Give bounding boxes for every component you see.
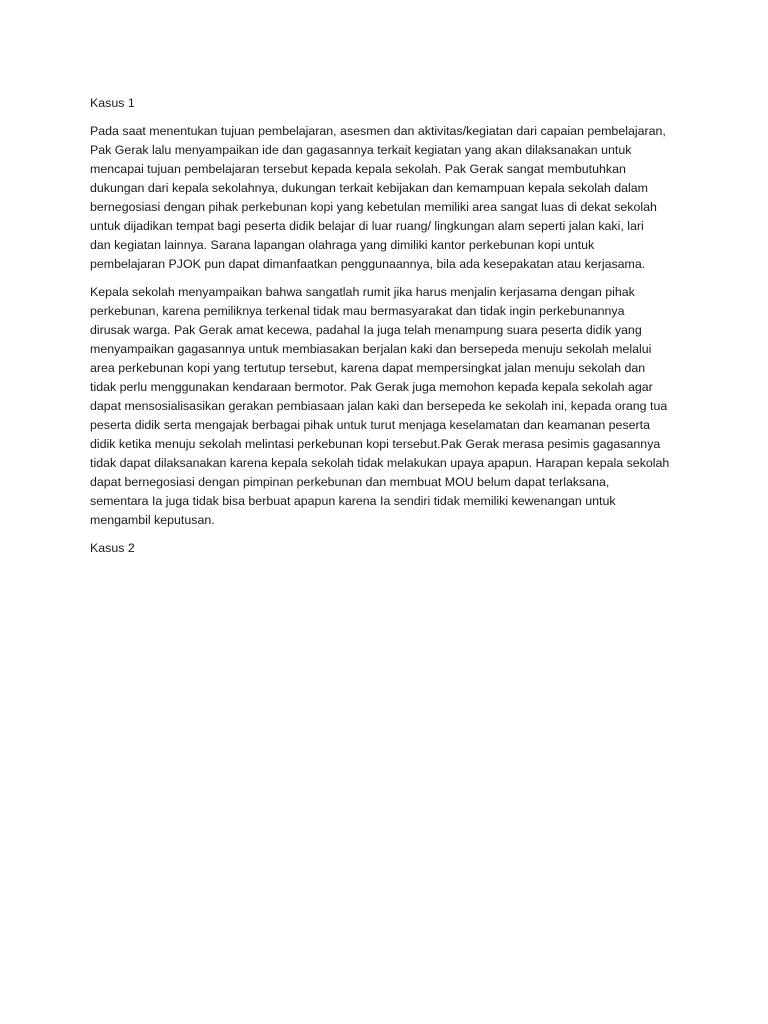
paragraph-1-line: pembelajaran PJOK pun dapat dimanfaatkan penggunaannya, bila ada kesepakatan atau kerjasama. <box>90 257 646 271</box>
paragraph-1-line: bernegosiasi dengan pihak perkebunan kopi yang kebetulan memiliki area sangat luas di dekat sekolah <box>90 200 657 214</box>
paragraph-2-line: tidak dapat dilaksanakan karena kepala sekolah tidak melakukan upaya apapun. Harapan kepala sekolah <box>90 456 670 470</box>
case-2-heading: Kasus 2 <box>90 541 135 555</box>
paragraph-1-line: Pada saat menentukan tujuan pembelajaran, asesmen dan aktivitas/kegiatan dari capaian pembelajaran, <box>90 124 666 138</box>
paragraph-2-line: didik ketika menuju sekolah melintasi perkebunan kopi tersebut.Pak Gerak merasa pesimis gagasannya <box>90 437 661 451</box>
paragraph-2-line: mengambil keputusan. <box>90 513 215 527</box>
paragraph-1-line: untuk dijadikan tempat bagi peserta didik belajar di luar ruang/ lingkungan alam seperti jalan kaki, lari <box>90 219 644 233</box>
case-1-heading: Kasus 1 <box>90 96 135 110</box>
paragraph-2-line: perkebunan, karena pemiliknya terkenal tidak mau bermasyarakat dan tidak ingin perkebunannya <box>90 304 625 318</box>
paragraph-2 <box>90 283 708 530</box>
paragraph-1-line: dukungan dari kepala sekolahnya, dukungan terkait kebijakan dan kemampuan kepala sekolah dalam <box>90 181 648 195</box>
paragraph-2-line: tidak perlu menggunakan kendaraan bermotor. Pak Gerak juga memohon kepada kepala sekolah agar <box>90 380 653 394</box>
paragraph-2-line: menyampaikan gagasannya untuk membiasakan berjalan kaki dan bersepeda menuju sekolah melalui <box>90 342 652 356</box>
paragraph-1-line: mencapai tujuan pembelajaran tersebut kepada kepala sekolah. Pak Gerak sangat membutuhkan <box>90 162 626 176</box>
paragraph-2-line: dapat bernegosiasi dengan pimpinan perkebunan dan membuat MOU belum dapat terlaksana, <box>90 475 610 489</box>
paragraph-1-line: Pak Gerak lalu menyampaikan ide dan gagasannya terkait kegiatan yang akan dilaksanakan untuk <box>90 143 632 157</box>
paragraph-2-line: Kepala sekolah menyampaikan bahwa sangatlah rumit jika harus menjalin kerjasama dengan pihak <box>90 285 635 299</box>
paragraph-1 <box>90 122 708 274</box>
paragraph-2-line: dirusak warga. Pak Gerak amat kecewa, padahal Ia juga telah menampung suara peserta didik yang <box>90 323 642 337</box>
paragraph-2-line: area perkebunan kopi yang tertutup tersebut, karena dapat mempersingkat jalan menuju sekolah dan <box>90 361 646 375</box>
paragraph-2-line: peserta didik serta mengajak berbagai pihak untuk turut menjaga keselamatan dan keamanan peserta <box>90 418 650 432</box>
paragraph-2-line: dapat mensosialisasikan gerakan pembiasaan jalan kaki dan bersepeda ke sekolah ini, kepada orang tua <box>90 399 668 413</box>
paragraph-2-line: sementara Ia juga tidak bisa berbuat apapun karena Ia sendiri tidak memiliki kewenangan untuk <box>90 494 616 508</box>
paragraph-1-line: dan kegiatan lainnya. Sarana lapangan olahraga yang dimiliki kantor perkebunan kopi untuk <box>90 238 595 252</box>
